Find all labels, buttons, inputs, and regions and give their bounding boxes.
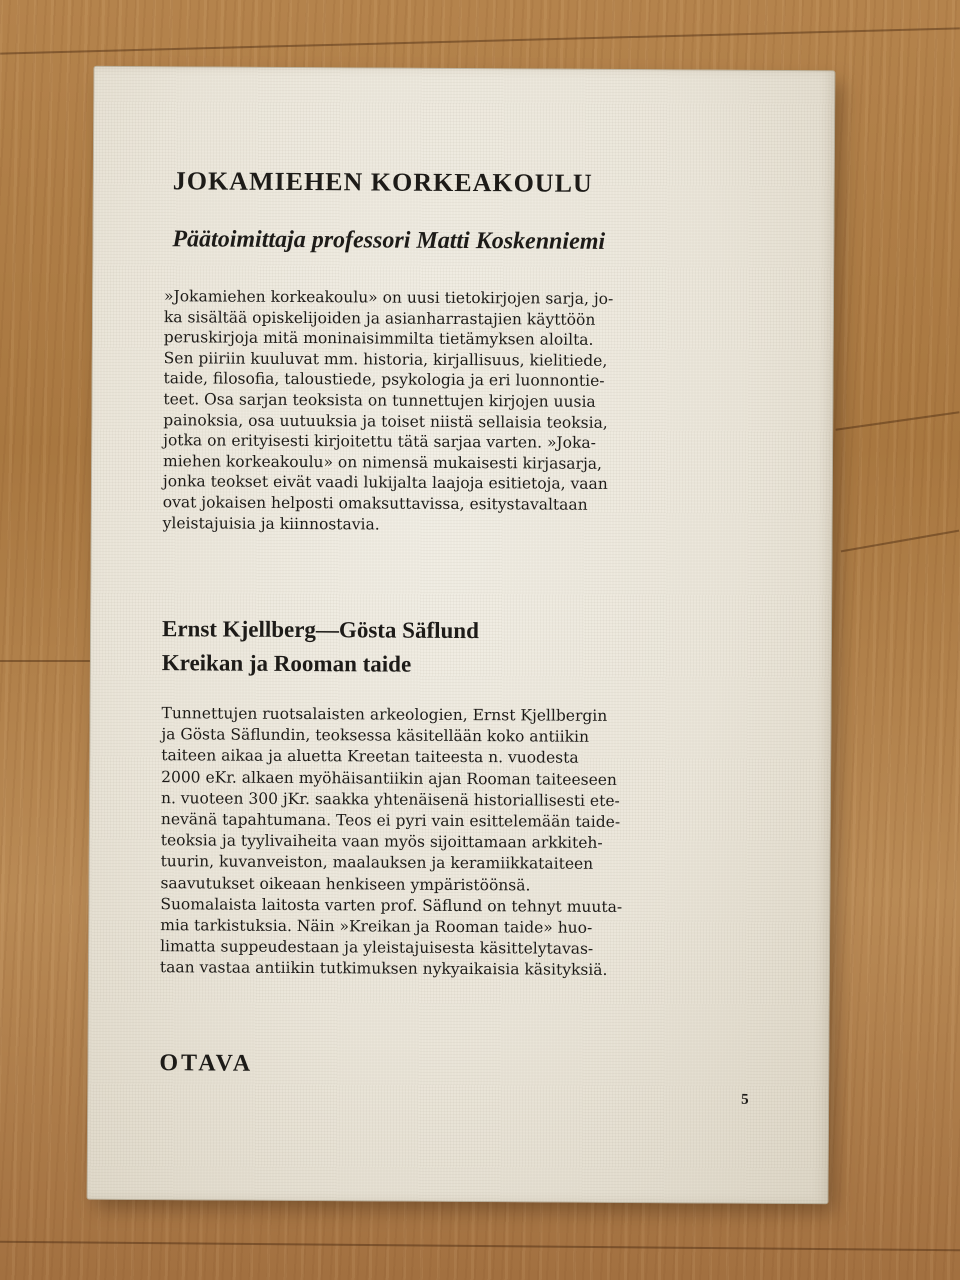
text-line: teoksia ja tyylivaiheita vaan myös sijoittamaan arkkiteh- (160, 831, 603, 853)
text-line: nevänä tapahtumana. Teos ei pyri vain esittelemään taide- (160, 810, 621, 831)
floor-seam (835, 411, 959, 430)
text-line: teet. Osa sarjan teoksista on tunnettujen kirjojen uusia (163, 390, 596, 411)
text-line: mia tarkistuksia. Näin »Kreikan ja Rooman taide» huo- (160, 916, 593, 937)
text-line: »Jokamiehen korkeakoulu» on uusi tietokirjojen sarja, jo- (164, 287, 614, 308)
text-line: 2000 eKr. alkaen myöhäisantiikin ajan Rooman taiteeseen (161, 767, 617, 789)
floor-seam (841, 530, 960, 553)
text-line: limatta suppeudestaan ja yleistajuisesta käsittelytavas- (160, 937, 594, 959)
book-back-cover (87, 66, 836, 1205)
text-line: jonka teokset eivät vaadi lukijalta laajoja esitietoja, vaan (162, 472, 608, 494)
text-line: taide, filosofia, taloustiede, psykologia ja eri luonnontie- (163, 369, 605, 391)
text-line: tuurin, kuvanveiston, maalauksen ja keramiikkataiteen (160, 852, 594, 874)
text-line: miehen korkeakoulu» on nimensä mukaisesti kirjasarja, (163, 451, 603, 473)
text-line: ovat jokaisen helposti omaksuttavissa, esitystavaltaan (162, 493, 588, 514)
text-line: Sen piiriin kuuluvat mm. historia, kirjallisuus, kielitiede, (163, 348, 608, 370)
text-line: Tunnettujen ruotsalaisten arkeologien, Ernst Kjellbergin (161, 704, 608, 725)
text-line: Suomalaista laitosta varten prof. Säflund on tehnyt muuta- (160, 894, 623, 916)
text-line: yleistajuisia ja kiinnostavia. (162, 513, 380, 534)
floor-seam (0, 660, 95, 662)
text-line: ka sisältää opiskelijoiden ja asianharrastajien käyttöön (163, 307, 596, 329)
text-line: jotka on erityisesti kirjoitettu tätä sarjaa varten. »Joka- (163, 431, 596, 452)
text-line: painoksia, osa uutuuksia ja toiset niistä sellaisia teoksia, (163, 410, 608, 432)
book-description (160, 703, 756, 982)
book-authors: Ernst Kjellberg—Gösta Säflund (161, 616, 480, 644)
editor-credit: Päätoimittaja professori Matti Koskenniemi (172, 226, 606, 255)
text-line: ja Gösta Säflundin, teoksessa käsitellään koko antiikin (161, 725, 590, 746)
text-line: saavutukset oikeaan henkiseen ympäristöönsä. (160, 873, 531, 895)
volume-number: 5 (741, 1091, 749, 1108)
text-line: taiteen aikaa ja aluetta Kreetan taiteesta n. vuodesta (161, 746, 579, 768)
text-line: n. vuoteen 300 jKr. saakka yhtenäisenä historiallisesti ete- (160, 788, 620, 810)
book-title: Kreikan ja Rooman taide (161, 650, 412, 677)
text-line: peruskirjoja mitä moninaisimmilta tietämyksen aloilta. (163, 328, 594, 349)
floor-seam (0, 1241, 960, 1251)
series-description (163, 286, 758, 537)
floor-seam (0, 27, 960, 54)
text-line: taan vastaa antiikin tutkimuksen nykyaikaisia käsityksiä. (159, 958, 608, 980)
publisher-name: OTAVA (159, 1050, 254, 1077)
series-title: JOKAMIEHEN KORKEAKOULU (172, 166, 593, 198)
